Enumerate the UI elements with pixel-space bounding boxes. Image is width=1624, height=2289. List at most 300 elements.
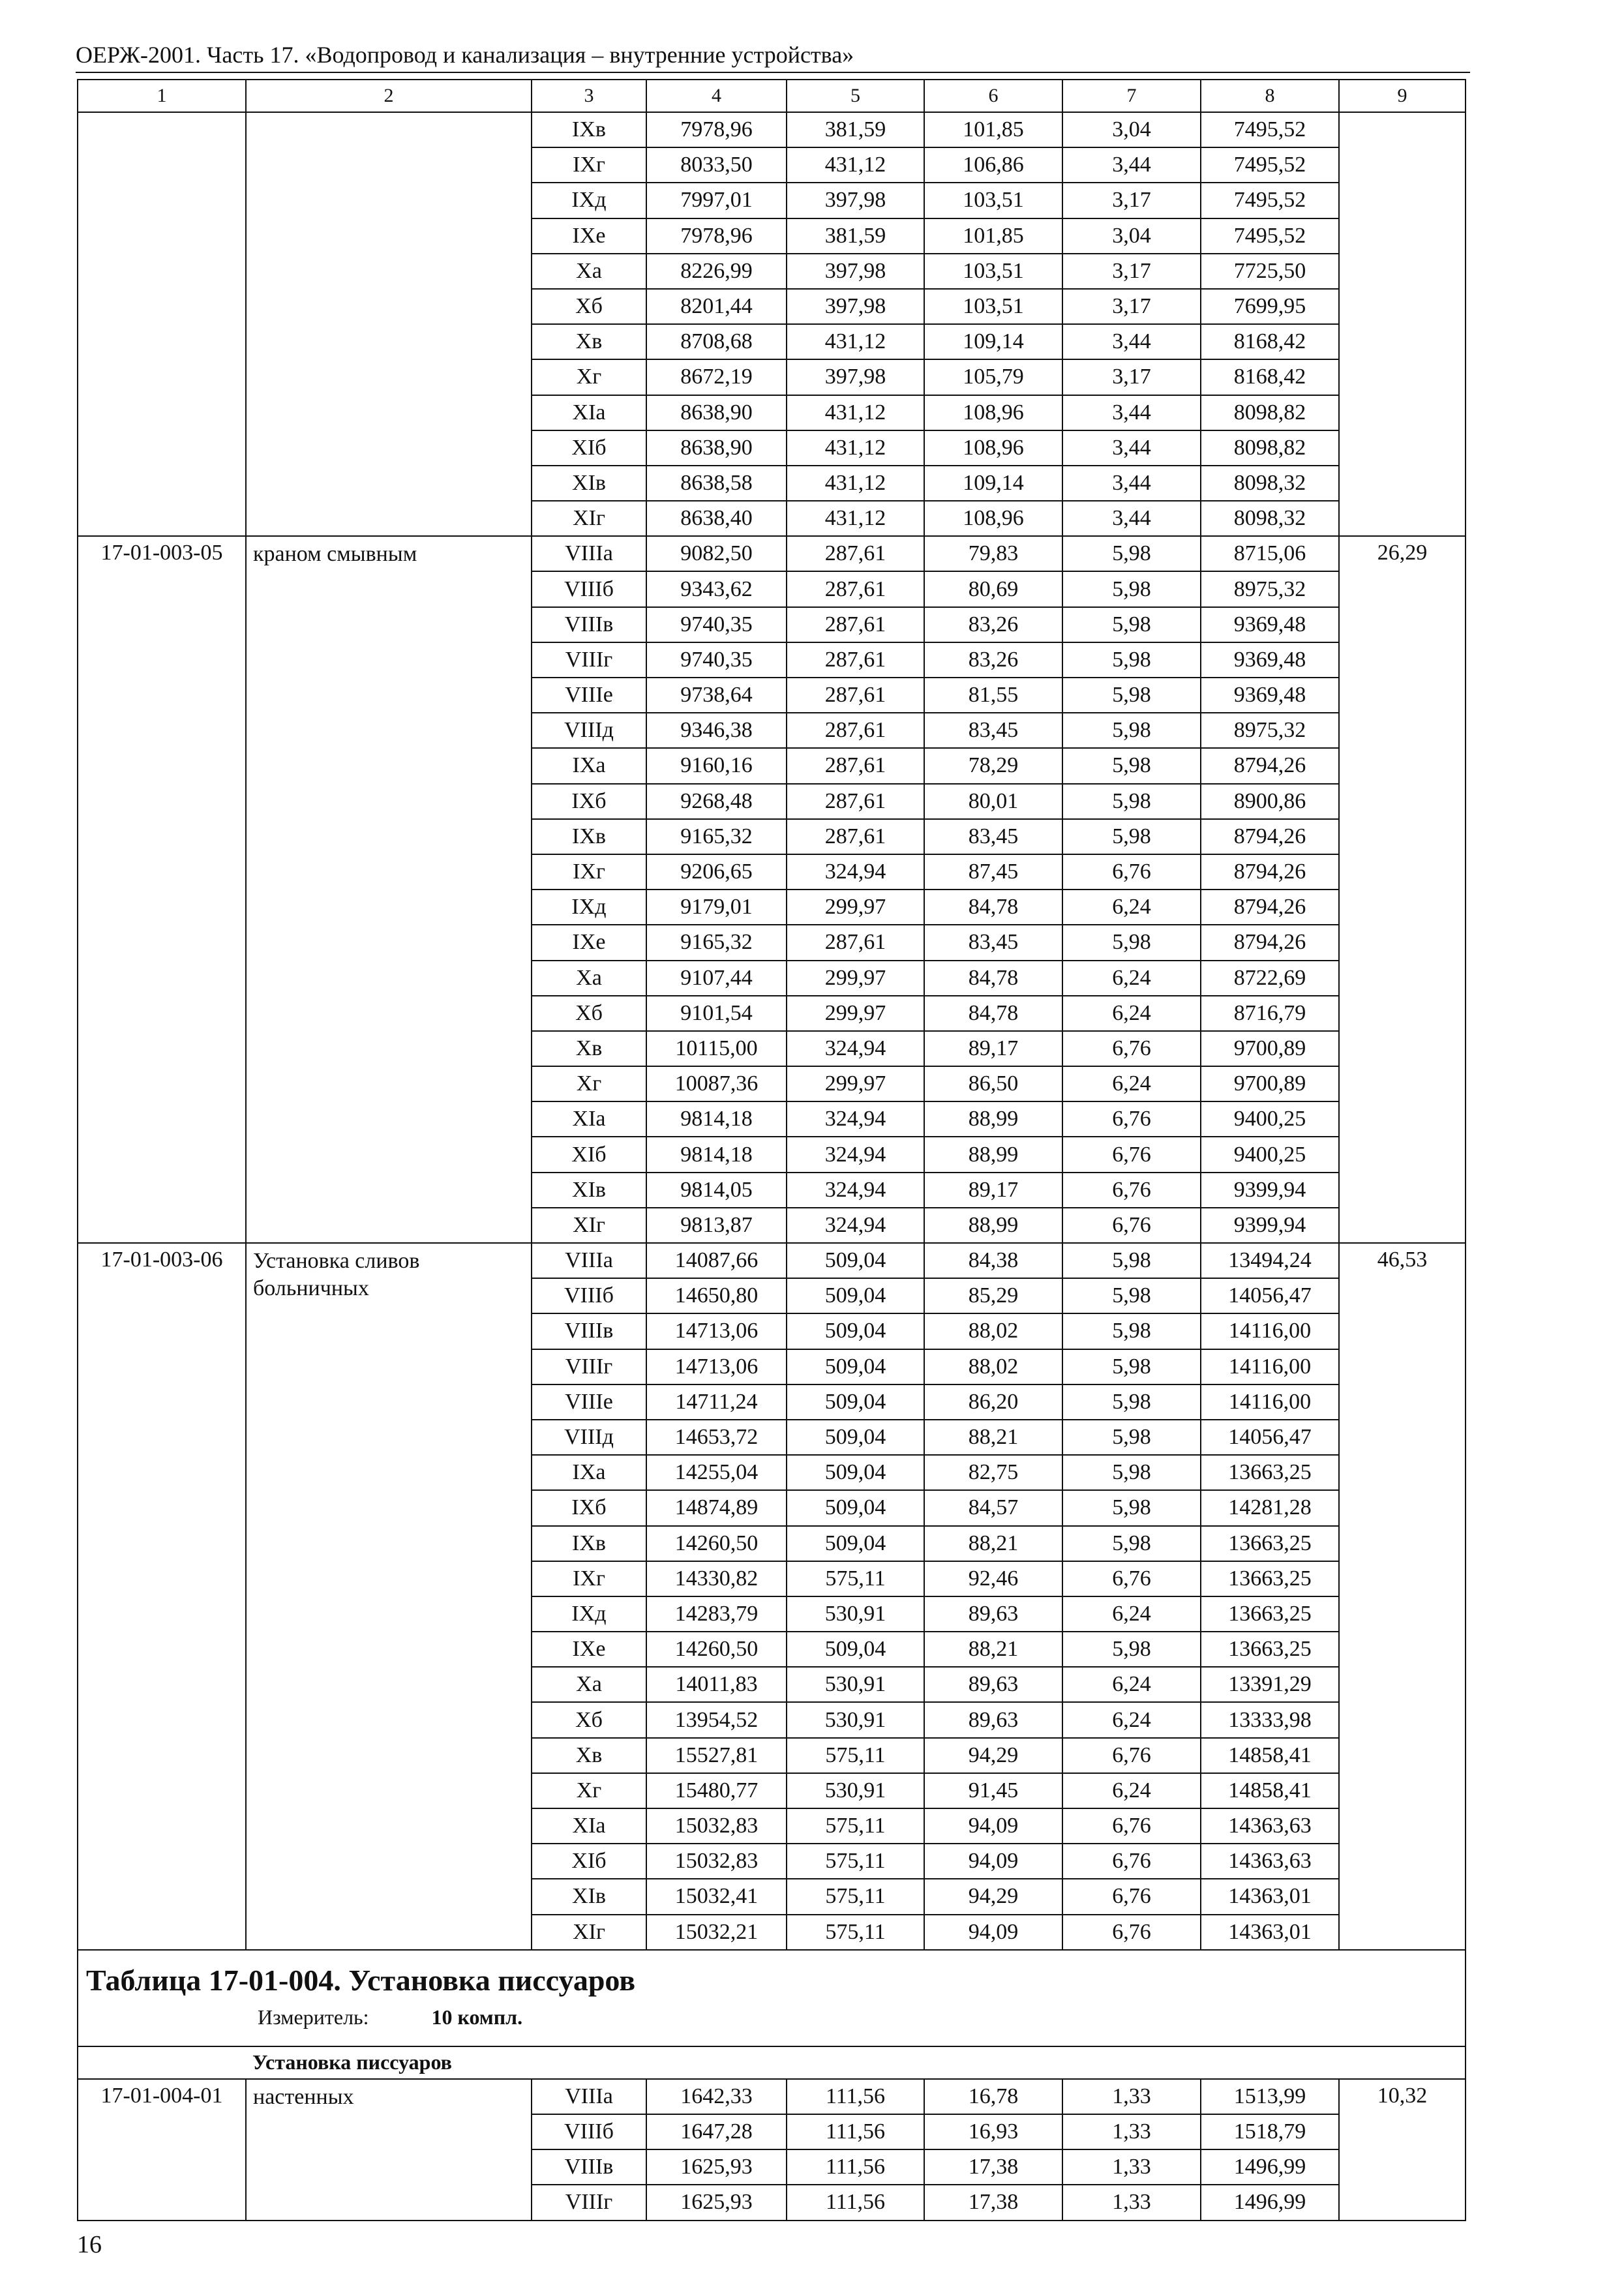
- machinist-wages-cell: 5,98: [1062, 819, 1201, 854]
- total-cost-cell: 9165,32: [646, 925, 787, 960]
- materials-cell: 8975,32: [1201, 713, 1339, 748]
- wages-cell: 324,94: [787, 1173, 924, 1208]
- materials-cell: 13663,25: [1201, 1561, 1339, 1596]
- total-cost-cell: 14874,89: [646, 1490, 787, 1525]
- machinist-wages-cell: 1,33: [1062, 2079, 1201, 2114]
- total-cost-cell: 9165,32: [646, 819, 787, 854]
- materials-cell: 8098,32: [1201, 501, 1339, 536]
- machinist-wages-cell: 6,76: [1062, 1137, 1201, 1172]
- wages-cell: 299,97: [787, 996, 924, 1031]
- table-title: Таблица 17-01-004. Установка писсуаров: [86, 1963, 636, 1997]
- table-row: [78, 1243, 1466, 1278]
- machine-cost-cell: 94,29: [924, 1738, 1062, 1773]
- machine-cost-cell: 86,20: [924, 1384, 1062, 1420]
- total-cost-cell: 7997,01: [646, 183, 787, 218]
- wages-cell: 111,56: [787, 2079, 924, 2114]
- materials-cell: 8716,79: [1201, 996, 1339, 1031]
- zone-cell: IXг: [532, 147, 646, 183]
- total-cost-cell: 8672,19: [646, 359, 787, 395]
- machine-cost-cell: 86,50: [924, 1066, 1062, 1101]
- meter-label: Измеритель:: [258, 2005, 369, 2029]
- materials-cell: 8722,69: [1201, 961, 1339, 996]
- machinist-wages-cell: 5,98: [1062, 1490, 1201, 1525]
- column-number: 4: [646, 80, 787, 112]
- zone-cell: VIIIб: [532, 571, 646, 606]
- machine-cost-cell: 17,38: [924, 2149, 1062, 2185]
- wages-cell: 287,61: [787, 819, 924, 854]
- machine-cost-cell: 91,45: [924, 1773, 1062, 1808]
- materials-cell: 9399,94: [1201, 1208, 1339, 1243]
- zone-cell: VIIIв: [532, 2149, 646, 2185]
- wages-cell: 324,94: [787, 1101, 924, 1137]
- zone-cell: VIIIд: [532, 1420, 646, 1455]
- machine-cost-cell: 109,14: [924, 324, 1062, 359]
- materials-cell: 14858,41: [1201, 1738, 1339, 1773]
- total-cost-cell: 15032,21: [646, 1915, 787, 1950]
- machinist-wages-cell: 6,76: [1062, 1561, 1201, 1596]
- total-cost-cell: 8226,99: [646, 254, 787, 289]
- zone-cell: IXв: [532, 819, 646, 854]
- wages-cell: 575,11: [787, 1561, 924, 1596]
- total-cost-cell: 14713,06: [646, 1349, 787, 1384]
- total-cost-cell: 14283,79: [646, 1596, 787, 1632]
- materials-cell: 9400,25: [1201, 1101, 1339, 1137]
- zone-cell: IXв: [532, 1526, 646, 1561]
- wages-cell: 431,12: [787, 324, 924, 359]
- machinist-wages-cell: 1,33: [1062, 2114, 1201, 2149]
- materials-cell: 1496,99: [1201, 2185, 1339, 2220]
- total-cost-cell: 8638,90: [646, 395, 787, 430]
- total-cost-cell: 14650,80: [646, 1278, 787, 1313]
- total-cost-cell: 13954,52: [646, 1702, 787, 1737]
- machinist-wages-cell: 6,24: [1062, 1066, 1201, 1101]
- wages-cell: 397,98: [787, 183, 924, 218]
- materials-cell: 8098,82: [1201, 395, 1339, 430]
- machinist-wages-cell: 6,76: [1062, 1101, 1201, 1137]
- rate-code: 17-01-004-01: [78, 2079, 246, 2221]
- materials-cell: 13663,25: [1201, 1632, 1339, 1667]
- wages-cell: 397,98: [787, 254, 924, 289]
- materials-cell: 14363,63: [1201, 1808, 1339, 1844]
- materials-cell: 9369,48: [1201, 678, 1339, 713]
- machine-cost-cell: 16,78: [924, 2079, 1062, 2114]
- machinist-wages-cell: 6,24: [1062, 1667, 1201, 1702]
- machinist-wages-cell: 5,98: [1062, 642, 1201, 678]
- machine-cost-cell: 88,99: [924, 1137, 1062, 1172]
- machinist-wages-cell: 6,24: [1062, 996, 1201, 1031]
- materials-cell: 1518,79: [1201, 2114, 1339, 2149]
- wages-cell: 324,94: [787, 1031, 924, 1066]
- machinist-wages-cell: 6,24: [1062, 1702, 1201, 1737]
- zone-cell: VIIIб: [532, 2114, 646, 2149]
- total-cost-cell: 14653,72: [646, 1420, 787, 1455]
- wages-cell: 287,61: [787, 748, 924, 783]
- machinist-wages-cell: 1,33: [1062, 2149, 1201, 2185]
- header-rule: [76, 72, 1470, 73]
- wages-cell: 287,61: [787, 571, 924, 606]
- materials-cell: 8168,42: [1201, 359, 1339, 395]
- labor-cost: 26,29: [1339, 536, 1466, 1243]
- total-cost-cell: 14260,50: [646, 1632, 787, 1667]
- total-cost-cell: 9814,05: [646, 1173, 787, 1208]
- materials-cell: 8975,32: [1201, 571, 1339, 606]
- materials-cell: 7495,52: [1201, 218, 1339, 254]
- materials-cell: 9369,48: [1201, 642, 1339, 678]
- work-name: Установка сливов больничных: [246, 1243, 532, 1950]
- wages-cell: 509,04: [787, 1632, 924, 1667]
- zone-cell: Xб: [532, 1702, 646, 1737]
- machine-cost-cell: 89,63: [924, 1702, 1062, 1737]
- total-cost-cell: 9082,50: [646, 536, 787, 571]
- wages-cell: 299,97: [787, 890, 924, 925]
- wages-cell: 575,11: [787, 1879, 924, 1914]
- wages-cell: 509,04: [787, 1420, 924, 1455]
- table-title-cell: [78, 1950, 1466, 2046]
- machine-cost-cell: 83,45: [924, 713, 1062, 748]
- zone-cell: XIб: [532, 430, 646, 466]
- column-number: 1: [78, 80, 246, 112]
- zone-cell: XIг: [532, 501, 646, 536]
- zone-cell: VIIIа: [532, 536, 646, 571]
- column-number: 5: [787, 80, 924, 112]
- wages-cell: 530,91: [787, 1596, 924, 1632]
- machine-cost-cell: 103,51: [924, 183, 1062, 218]
- materials-cell: 14116,00: [1201, 1313, 1339, 1349]
- zone-cell: VIIIг: [532, 2185, 646, 2220]
- materials-cell: 14056,47: [1201, 1278, 1339, 1313]
- rates-table: [77, 79, 1466, 2221]
- machinist-wages-cell: 3,04: [1062, 218, 1201, 254]
- total-cost-cell: 15480,77: [646, 1773, 787, 1808]
- rate-code: 17-01-003-06: [78, 1243, 246, 1950]
- wages-cell: 287,61: [787, 607, 924, 642]
- machine-cost-cell: 101,85: [924, 112, 1062, 147]
- wages-cell: 431,12: [787, 501, 924, 536]
- labor-cost: [1339, 112, 1466, 536]
- zone-cell: VIIIв: [532, 1313, 646, 1349]
- materials-cell: 7495,52: [1201, 147, 1339, 183]
- machinist-wages-cell: 3,44: [1062, 430, 1201, 466]
- machine-cost-cell: 89,17: [924, 1031, 1062, 1066]
- zone-cell: VIIIе: [532, 1384, 646, 1420]
- machine-cost-cell: 94,29: [924, 1879, 1062, 1914]
- materials-cell: 8794,26: [1201, 854, 1339, 890]
- zone-cell: XIв: [532, 466, 646, 501]
- zone-cell: XIб: [532, 1844, 646, 1879]
- wages-cell: 509,04: [787, 1384, 924, 1420]
- machinist-wages-cell: 3,44: [1062, 466, 1201, 501]
- total-cost-cell: 15032,83: [646, 1844, 787, 1879]
- zone-cell: IXб: [532, 784, 646, 819]
- wages-cell: 530,91: [787, 1702, 924, 1737]
- zone-cell: IXе: [532, 1632, 646, 1667]
- zone-cell: Xа: [532, 961, 646, 996]
- total-cost-cell: 8201,44: [646, 289, 787, 324]
- machinist-wages-cell: 5,98: [1062, 1313, 1201, 1349]
- total-cost-cell: 14260,50: [646, 1526, 787, 1561]
- machine-cost-cell: 17,38: [924, 2185, 1062, 2220]
- empty-cell: [78, 2046, 246, 2079]
- zone-cell: XIг: [532, 1915, 646, 1950]
- table-title-row: [78, 1950, 1466, 2046]
- wages-cell: 287,61: [787, 784, 924, 819]
- total-cost-cell: 9346,38: [646, 713, 787, 748]
- meter-value: 10 компл.: [431, 2005, 523, 2029]
- materials-cell: 8794,26: [1201, 890, 1339, 925]
- machinist-wages-cell: 6,76: [1062, 1173, 1201, 1208]
- total-cost-cell: 8638,58: [646, 466, 787, 501]
- wages-cell: 397,98: [787, 289, 924, 324]
- zone-cell: VIIIа: [532, 2079, 646, 2114]
- wages-cell: 287,61: [787, 536, 924, 571]
- machinist-wages-cell: 6,76: [1062, 1208, 1201, 1243]
- materials-cell: 9399,94: [1201, 1173, 1339, 1208]
- wages-cell: 575,11: [787, 1844, 924, 1879]
- zone-cell: XIв: [532, 1879, 646, 1914]
- column-number: 7: [1062, 80, 1201, 112]
- total-cost-cell: 14087,66: [646, 1243, 787, 1278]
- materials-cell: 8794,26: [1201, 819, 1339, 854]
- machinist-wages-cell: 5,98: [1062, 1632, 1201, 1667]
- wages-cell: 509,04: [787, 1278, 924, 1313]
- machine-cost-cell: 89,63: [924, 1596, 1062, 1632]
- machinist-wages-cell: 6,24: [1062, 1773, 1201, 1808]
- machine-cost-cell: 88,21: [924, 1526, 1062, 1561]
- wages-cell: 111,56: [787, 2114, 924, 2149]
- materials-cell: 14858,41: [1201, 1773, 1339, 1808]
- materials-cell: 7495,52: [1201, 112, 1339, 147]
- rates-table-body: [78, 80, 1466, 2221]
- machinist-wages-cell: 1,33: [1062, 2185, 1201, 2220]
- wages-cell: 509,04: [787, 1313, 924, 1349]
- materials-cell: 14116,00: [1201, 1349, 1339, 1384]
- materials-cell: 8794,26: [1201, 925, 1339, 960]
- machinist-wages-cell: 5,98: [1062, 678, 1201, 713]
- materials-cell: 13663,25: [1201, 1596, 1339, 1632]
- wages-cell: 324,94: [787, 1137, 924, 1172]
- machine-cost-cell: 94,09: [924, 1808, 1062, 1844]
- total-cost-cell: 14713,06: [646, 1313, 787, 1349]
- total-cost-cell: 9814,18: [646, 1101, 787, 1137]
- materials-cell: 8098,32: [1201, 466, 1339, 501]
- machine-cost-cell: 105,79: [924, 359, 1062, 395]
- column-number: 9: [1339, 80, 1466, 112]
- wages-cell: 397,98: [787, 359, 924, 395]
- total-cost-cell: 8638,40: [646, 501, 787, 536]
- materials-cell: 1496,99: [1201, 2149, 1339, 2185]
- total-cost-cell: 9813,87: [646, 1208, 787, 1243]
- machinist-wages-cell: 6,76: [1062, 1844, 1201, 1879]
- machine-cost-cell: 83,26: [924, 607, 1062, 642]
- zone-cell: VIIIг: [532, 1349, 646, 1384]
- wages-cell: 324,94: [787, 854, 924, 890]
- machinist-wages-cell: 5,98: [1062, 1526, 1201, 1561]
- wages-cell: 509,04: [787, 1455, 924, 1490]
- zone-cell: IXд: [532, 1596, 646, 1632]
- total-cost-cell: 15032,83: [646, 1808, 787, 1844]
- wages-cell: 431,12: [787, 466, 924, 501]
- machine-cost-cell: 80,01: [924, 784, 1062, 819]
- machine-cost-cell: 108,96: [924, 430, 1062, 466]
- total-cost-cell: 14011,83: [646, 1667, 787, 1702]
- labor-cost: 46,53: [1339, 1243, 1466, 1950]
- total-cost-cell: 8638,90: [646, 430, 787, 466]
- table-row: [78, 112, 1466, 147]
- column-number: 2: [246, 80, 532, 112]
- zone-cell: VIIIд: [532, 713, 646, 748]
- wages-cell: 530,91: [787, 1773, 924, 1808]
- zone-cell: IXб: [532, 1490, 646, 1525]
- machinist-wages-cell: 6,76: [1062, 1738, 1201, 1773]
- zone-cell: VIIIб: [532, 1278, 646, 1313]
- zone-cell: VIIIг: [532, 642, 646, 678]
- machine-cost-cell: 94,09: [924, 1915, 1062, 1950]
- machinist-wages-cell: 3,17: [1062, 359, 1201, 395]
- total-cost-cell: 9160,16: [646, 748, 787, 783]
- wages-cell: 509,04: [787, 1526, 924, 1561]
- machinist-wages-cell: 3,44: [1062, 324, 1201, 359]
- wages-cell: 575,11: [787, 1808, 924, 1844]
- materials-cell: 7495,52: [1201, 183, 1339, 218]
- total-cost-cell: 9107,44: [646, 961, 787, 996]
- zone-cell: Xг: [532, 1066, 646, 1101]
- total-cost-cell: 9179,01: [646, 890, 787, 925]
- zone-cell: XIб: [532, 1137, 646, 1172]
- total-cost-cell: 14255,04: [646, 1455, 787, 1490]
- total-cost-cell: 7978,96: [646, 112, 787, 147]
- machine-cost-cell: 84,78: [924, 961, 1062, 996]
- zone-cell: IXг: [532, 854, 646, 890]
- zone-cell: Xв: [532, 1738, 646, 1773]
- machine-cost-cell: 103,51: [924, 254, 1062, 289]
- wages-cell: 509,04: [787, 1243, 924, 1278]
- wages-cell: 431,12: [787, 395, 924, 430]
- materials-cell: 14363,01: [1201, 1879, 1339, 1914]
- running-header: ОЕРЖ-2001. Часть 17. «Водопровод и канализация – внутренние устройства»: [76, 42, 854, 68]
- zone-cell: IXа: [532, 1455, 646, 1490]
- wages-cell: 431,12: [787, 430, 924, 466]
- machinist-wages-cell: 6,24: [1062, 961, 1201, 996]
- total-cost-cell: 1642,33: [646, 2079, 787, 2114]
- total-cost-cell: 1625,93: [646, 2185, 787, 2220]
- machine-cost-cell: 88,02: [924, 1313, 1062, 1349]
- machinist-wages-cell: 5,98: [1062, 607, 1201, 642]
- zone-cell: Xв: [532, 324, 646, 359]
- zone-cell: XIа: [532, 1808, 646, 1844]
- machinist-wages-cell: 3,17: [1062, 254, 1201, 289]
- column-number: 8: [1201, 80, 1339, 112]
- machine-cost-cell: 84,38: [924, 1243, 1062, 1278]
- zone-cell: XIг: [532, 1208, 646, 1243]
- machine-cost-cell: 88,21: [924, 1420, 1062, 1455]
- zone-cell: IXд: [532, 183, 646, 218]
- materials-cell: 14363,01: [1201, 1915, 1339, 1950]
- zone-cell: IXа: [532, 748, 646, 783]
- zone-cell: Xв: [532, 1031, 646, 1066]
- machinist-wages-cell: 3,04: [1062, 112, 1201, 147]
- zone-cell: Xг: [532, 1773, 646, 1808]
- total-cost-cell: 9738,64: [646, 678, 787, 713]
- machinist-wages-cell: 6,76: [1062, 1031, 1201, 1066]
- zone-cell: Xг: [532, 359, 646, 395]
- total-cost-cell: 8708,68: [646, 324, 787, 359]
- machinist-wages-cell: 5,98: [1062, 713, 1201, 748]
- machine-cost-cell: 89,63: [924, 1667, 1062, 1702]
- machine-cost-cell: 108,96: [924, 395, 1062, 430]
- machine-cost-cell: 80,69: [924, 571, 1062, 606]
- machine-cost-cell: 87,45: [924, 854, 1062, 890]
- materials-cell: 1513,99: [1201, 2079, 1339, 2114]
- wages-cell: 575,11: [787, 1915, 924, 1950]
- wages-cell: 509,04: [787, 1349, 924, 1384]
- wages-cell: 287,61: [787, 678, 924, 713]
- machinist-wages-cell: 5,98: [1062, 1455, 1201, 1490]
- subheading: Установка писсуаров: [246, 2046, 1466, 2079]
- materials-cell: 7699,95: [1201, 289, 1339, 324]
- column-number: 3: [532, 80, 646, 112]
- machine-cost-cell: 83,45: [924, 819, 1062, 854]
- materials-cell: 14056,47: [1201, 1420, 1339, 1455]
- machinist-wages-cell: 6,76: [1062, 1808, 1201, 1844]
- zone-cell: IXг: [532, 1561, 646, 1596]
- machinist-wages-cell: 5,98: [1062, 1243, 1201, 1278]
- zone-cell: XIв: [532, 1173, 646, 1208]
- zone-cell: Xа: [532, 1667, 646, 1702]
- wages-cell: 299,97: [787, 1066, 924, 1101]
- column-number: 6: [924, 80, 1062, 112]
- zone-cell: VIIIв: [532, 607, 646, 642]
- total-cost-cell: 15527,81: [646, 1738, 787, 1773]
- machinist-wages-cell: 3,17: [1062, 289, 1201, 324]
- machinist-wages-cell: 5,98: [1062, 1349, 1201, 1384]
- total-cost-cell: 9268,48: [646, 784, 787, 819]
- wages-cell: 287,61: [787, 642, 924, 678]
- machine-cost-cell: 89,17: [924, 1173, 1062, 1208]
- machine-cost-cell: 101,85: [924, 218, 1062, 254]
- machine-cost-cell: 88,21: [924, 1632, 1062, 1667]
- machine-cost-cell: 82,75: [924, 1455, 1062, 1490]
- wages-cell: 530,91: [787, 1667, 924, 1702]
- work-name: краном смывным: [246, 536, 532, 1243]
- machinist-wages-cell: 6,24: [1062, 890, 1201, 925]
- materials-cell: 13663,25: [1201, 1526, 1339, 1561]
- materials-cell: 7725,50: [1201, 254, 1339, 289]
- materials-cell: 8098,82: [1201, 430, 1339, 466]
- subheading-row: [78, 2046, 1466, 2079]
- materials-cell: 9400,25: [1201, 1137, 1339, 1172]
- machinist-wages-cell: 5,98: [1062, 1384, 1201, 1420]
- machinist-wages-cell: 5,98: [1062, 1278, 1201, 1313]
- machine-cost-cell: 16,93: [924, 2114, 1062, 2149]
- wages-cell: 299,97: [787, 961, 924, 996]
- machine-cost-cell: 88,99: [924, 1208, 1062, 1243]
- zone-cell: Xб: [532, 996, 646, 1031]
- total-cost-cell: 9740,35: [646, 642, 787, 678]
- table-row: [78, 2079, 1466, 2114]
- wages-cell: 575,11: [787, 1738, 924, 1773]
- machine-cost-cell: 92,46: [924, 1561, 1062, 1596]
- zone-cell: IXд: [532, 890, 646, 925]
- labor-cost: 10,32: [1339, 2079, 1466, 2221]
- machinist-wages-cell: 5,98: [1062, 748, 1201, 783]
- machinist-wages-cell: 3,44: [1062, 147, 1201, 183]
- machine-cost-cell: 88,02: [924, 1349, 1062, 1384]
- total-cost-cell: 14330,82: [646, 1561, 787, 1596]
- machine-cost-cell: 106,86: [924, 147, 1062, 183]
- rate-code: [78, 112, 246, 536]
- machinist-wages-cell: 3,44: [1062, 501, 1201, 536]
- zone-cell: IXе: [532, 218, 646, 254]
